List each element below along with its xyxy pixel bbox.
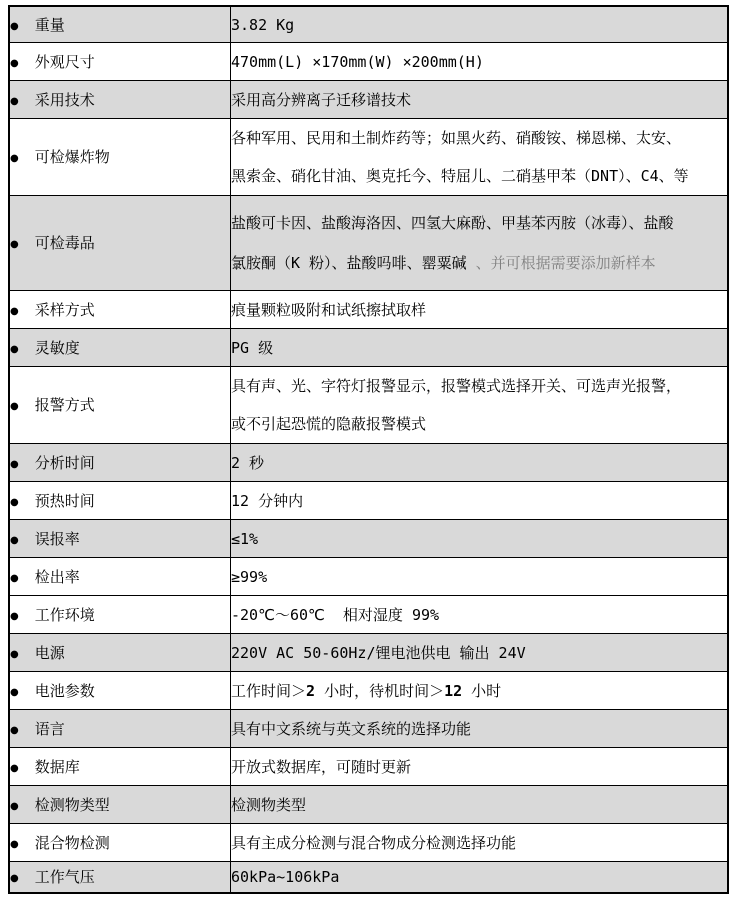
table-row bbox=[9, 290, 728, 328]
bullet-icon: ● bbox=[10, 305, 19, 317]
bullet-icon: ● bbox=[10, 724, 19, 736]
table-row bbox=[9, 195, 728, 290]
spec-label-cell bbox=[9, 709, 231, 747]
spec-label-cell bbox=[9, 481, 231, 519]
spec-value-line: 盐酸可卡因、盐酸海洛因、四氢大麻酚、甲基苯丙胺（冰毒）、盐酸 bbox=[231, 213, 674, 232]
spec-value-cell bbox=[231, 80, 729, 118]
spec-label: 采样方式 bbox=[34, 300, 95, 319]
spec-label: 分析时间 bbox=[34, 453, 95, 472]
spec-value: PG 级 bbox=[231, 338, 274, 357]
spec-value-line: 黑索金、硝化甘油、奥克托今、特屈儿、二硝基甲苯（DNT）、C4、等 bbox=[231, 166, 689, 185]
spec-label-cell bbox=[9, 195, 231, 290]
table-row bbox=[9, 861, 728, 893]
table-row bbox=[9, 557, 728, 595]
spec-value-cell bbox=[231, 42, 729, 80]
bullet-icon: ● bbox=[10, 239, 19, 250]
table-row bbox=[9, 6, 728, 42]
spec-label-cell bbox=[9, 118, 231, 195]
spec-value: 小时，待机时间＞ bbox=[315, 681, 445, 700]
spec-label: 工作环境 bbox=[34, 605, 95, 624]
spec-value: 痕量颗粒吸附和试纸擦拭取样 bbox=[231, 300, 427, 319]
spec-label-cell bbox=[9, 366, 231, 443]
spec-value-cell bbox=[231, 366, 729, 443]
bullet-icon: ● bbox=[10, 838, 19, 850]
spec-value-cell bbox=[231, 481, 729, 519]
bullet-icon: ● bbox=[10, 458, 19, 470]
spec-value-cell bbox=[231, 195, 729, 290]
spec-value-cell bbox=[231, 671, 729, 709]
spec-value-line bbox=[231, 243, 727, 283]
bullet-icon: ● bbox=[10, 496, 19, 508]
spec-value: 检测物类型 bbox=[231, 795, 307, 814]
spec-label-cell bbox=[9, 443, 231, 481]
spec-value: 工作时间＞ bbox=[231, 681, 307, 700]
table-row bbox=[9, 823, 728, 861]
bullet-icon: ● bbox=[10, 648, 19, 660]
spec-value-cell bbox=[231, 633, 729, 671]
spec-value: 3.82 Kg bbox=[231, 15, 295, 34]
spec-value-number: 2 bbox=[306, 681, 316, 700]
bullet-icon: ● bbox=[10, 401, 19, 412]
spec-value-cell bbox=[231, 785, 729, 823]
table-row bbox=[9, 366, 728, 443]
spec-label-cell bbox=[9, 328, 231, 366]
spec-label: 数据库 bbox=[34, 757, 80, 776]
spec-label-cell bbox=[9, 633, 231, 671]
table-row bbox=[9, 443, 728, 481]
spec-value: ≥99% bbox=[231, 567, 268, 586]
table-row bbox=[9, 481, 728, 519]
spec-value-cell bbox=[231, 861, 729, 893]
spec-label-cell bbox=[9, 290, 231, 328]
spec-value: 12 分钟内 bbox=[231, 491, 304, 510]
spec-value: ≤1% bbox=[231, 529, 259, 548]
spec-value: 小时 bbox=[462, 681, 502, 700]
table-row bbox=[9, 42, 728, 80]
bullet-icon: ● bbox=[10, 57, 19, 69]
spec-value: -20℃～60℃ 相对湿度 99% bbox=[231, 605, 440, 624]
spec-value-cell bbox=[231, 557, 729, 595]
spec-value-line: 具有声、光、字符灯报警显示，报警模式选择开关、可选声光报警， bbox=[231, 376, 682, 395]
spec-value: 2 秒 bbox=[231, 453, 265, 472]
bullet-icon: ● bbox=[10, 610, 19, 622]
spec-label-cell bbox=[9, 42, 231, 80]
bullet-icon: ● bbox=[10, 873, 19, 885]
table-row bbox=[9, 118, 728, 195]
spec-label: 预热时间 bbox=[34, 491, 95, 510]
spec-label: 混合物检测 bbox=[34, 833, 110, 852]
spec-value: 60kPa~106kPa bbox=[231, 868, 340, 887]
spec-value-cell bbox=[231, 328, 729, 366]
table-row bbox=[9, 747, 728, 785]
spec-value-line: 或不引起恐慌的隐蔽报警模式 bbox=[231, 414, 427, 433]
spec-value: 具有主成分检测与混合物成分检测选择功能 bbox=[231, 833, 517, 852]
spec-label-cell bbox=[9, 80, 231, 118]
table-row bbox=[9, 80, 728, 118]
spec-value: 470mm(L) ×170mm(W) ×200mm(H) bbox=[231, 52, 484, 71]
spec-value-cell bbox=[231, 519, 729, 557]
spec-label: 可检爆炸物 bbox=[34, 148, 110, 166]
spec-value-cell bbox=[231, 290, 729, 328]
table-row bbox=[9, 519, 728, 557]
spec-value-cell bbox=[231, 118, 729, 195]
spec-label: 语言 bbox=[34, 719, 65, 738]
spec-value: 具有中文系统与英文系统的选择功能 bbox=[231, 719, 472, 738]
spec-label: 电源 bbox=[34, 643, 65, 662]
spec-value: 开放式数据库，可随时更新 bbox=[231, 757, 412, 776]
spec-label: 电池参数 bbox=[34, 681, 95, 700]
bullet-icon: ● bbox=[10, 343, 19, 355]
spec-value-cell bbox=[231, 823, 729, 861]
spec-value: 氯胺酮（K 粉）、盐酸吗啡、罂粟碱 bbox=[231, 253, 467, 272]
table-row bbox=[9, 785, 728, 823]
spec-label-cell bbox=[9, 823, 231, 861]
bullet-icon: ● bbox=[10, 686, 19, 698]
table-row bbox=[9, 633, 728, 671]
spec-value: 220V AC 50-60Hz/锂电池供电 输出 24V bbox=[231, 643, 526, 662]
table-row bbox=[9, 328, 728, 366]
spec-label: 检出率 bbox=[34, 567, 80, 586]
bullet-icon: ● bbox=[10, 800, 19, 812]
bullet-icon: ● bbox=[10, 572, 19, 584]
spec-label-cell bbox=[9, 6, 231, 42]
spec-label: 外观尺寸 bbox=[34, 52, 95, 71]
spec-value-cell bbox=[231, 747, 729, 785]
table-row bbox=[9, 595, 728, 633]
bullet-icon: ● bbox=[10, 20, 19, 32]
bullet-icon: ● bbox=[10, 153, 19, 164]
spec-label-cell bbox=[9, 519, 231, 557]
spec-label: 误报率 bbox=[34, 529, 80, 548]
bullet-icon: ● bbox=[10, 534, 19, 546]
spec-label: 采用技术 bbox=[34, 90, 95, 109]
spec-label: 可检毒品 bbox=[34, 234, 95, 252]
bullet-icon: ● bbox=[10, 762, 19, 774]
spec-value-cell bbox=[231, 595, 729, 633]
spec-table bbox=[8, 5, 729, 894]
spec-label-cell bbox=[9, 671, 231, 709]
spec-value-note: 、并可根据需要添加新样本 bbox=[466, 253, 656, 272]
spec-label: 工作气压 bbox=[34, 868, 95, 887]
spec-label-cell bbox=[9, 861, 231, 893]
spec-value-line: 各种军用、民用和土制炸药等；如黑火药、硝酸铵、梯恩梯、太安、 bbox=[231, 128, 682, 147]
spec-label: 灵敏度 bbox=[34, 338, 80, 357]
spec-value-cell bbox=[231, 709, 729, 747]
spec-value-cell bbox=[231, 6, 729, 42]
spec-label-cell bbox=[9, 595, 231, 633]
spec-label: 重量 bbox=[34, 15, 65, 34]
bullet-icon: ● bbox=[10, 95, 19, 107]
spec-label-cell bbox=[9, 557, 231, 595]
spec-label-cell bbox=[9, 747, 231, 785]
spec-label: 报警方式 bbox=[34, 396, 95, 414]
spec-value: 采用高分辨离子迁移谱技术 bbox=[231, 90, 412, 109]
spec-value-cell bbox=[231, 443, 729, 481]
spec-value-number: 12 bbox=[444, 681, 463, 700]
table-row bbox=[9, 709, 728, 747]
spec-label: 检测物类型 bbox=[34, 795, 110, 814]
table-row bbox=[9, 671, 728, 709]
spec-label-cell bbox=[9, 785, 231, 823]
